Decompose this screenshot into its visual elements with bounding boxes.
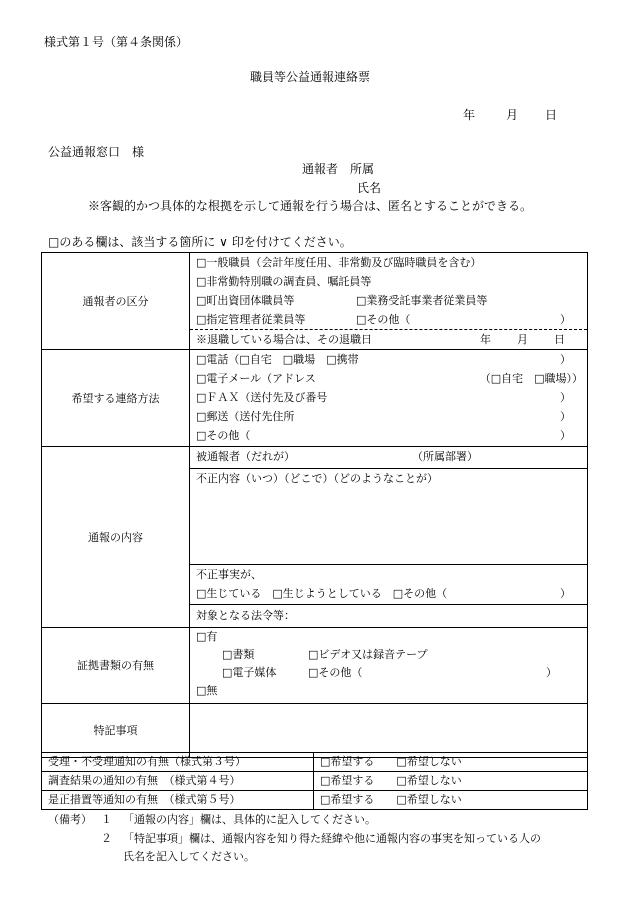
notify-no[interactable]: □希望しない (396, 774, 462, 787)
retired-year: 年 (480, 333, 491, 346)
date-day: 日 (545, 108, 558, 122)
evidence-yes[interactable]: □有 (196, 630, 218, 643)
addressee: 公益通報窓口 様 (48, 145, 145, 159)
date-month: 月 (506, 108, 519, 122)
report-form-table (41, 252, 588, 758)
option-other-close: ） (560, 313, 571, 326)
notify-no[interactable]: □希望しない (396, 755, 462, 768)
evidence-no[interactable]: □無 (196, 684, 218, 697)
option-contractor[interactable]: □業務受託事業者従業員等 (356, 294, 488, 307)
notify-yes[interactable]: □希望する (320, 774, 375, 787)
form-number: 様式第１号（第４条関係） (44, 35, 189, 49)
evidence-options (190, 628, 588, 704)
contact-phone[interactable]: □電話（□自宅 □職場 □携帯 (196, 353, 359, 366)
option-special[interactable]: □非常勤特別職の調査員、嘱託員等 (196, 275, 372, 288)
remarks-label: 特記事項 (42, 704, 190, 758)
option-other[interactable]: □その他（ (356, 313, 411, 326)
close-paren: ） (560, 587, 571, 600)
category-options (190, 253, 588, 350)
evidence-other-close: ） (546, 666, 557, 679)
contact-label: 希望する連絡方法 (42, 350, 190, 447)
content-fields (190, 447, 588, 628)
misconduct-label: 不正内容（いつ）（どこで）（どのようなことが） (196, 472, 438, 485)
notification-label: 受理・不受理通知の有無（様式第３号） (42, 753, 314, 772)
note-2-line2: 氏名を記入してください。 (123, 850, 255, 863)
anonymity-notice: ※客観的かつ具体的な根拠を示して通報を行う場合は、匿名とすることができる。 (88, 199, 533, 213)
instruction: □のある欄は、該当する箇所に ∨ 印を付けてください。 (48, 235, 352, 249)
misconduct-field[interactable] (190, 468, 587, 564)
notify-yes[interactable]: □希望する (320, 755, 375, 768)
contact-email-choice[interactable]: （□自宅 □職場）） (479, 372, 583, 385)
law-field[interactable] (190, 604, 587, 627)
notify-no[interactable]: □希望しない (396, 793, 462, 806)
note-2-line1: 「特記事項」欄は、通報内容を知り得た経緯や他に通報内容の事実を知っている人の (123, 832, 541, 845)
note-1: 「通報の内容」欄は、具体的に記入してください。 (123, 813, 376, 826)
notification-label: 是正措置等通知の有無 （様式第５号） (42, 791, 314, 810)
notes-heading: （備考） (48, 813, 92, 826)
retired-date-label: ※退職している場合は、その退職日 (196, 333, 372, 346)
reporter-name: 氏名 (357, 181, 382, 195)
fact-options[interactable]: □生じている □生じようとしている □その他（ (196, 587, 448, 600)
fact-heading: 不正事実が、 (190, 564, 587, 584)
notify-yes[interactable]: □希望する (320, 793, 375, 806)
content-label: 通報の内容 (42, 447, 190, 628)
option-town[interactable]: □町出資団体職員等 (196, 294, 295, 307)
law-label: 対象となる法令等： (196, 609, 295, 622)
contact-email[interactable]: □電子メール（アドレス (196, 372, 316, 385)
close-paren: ） (560, 410, 571, 423)
department-field[interactable]: （所属部署） (412, 450, 478, 463)
option-general[interactable]: □一般職員（会計年度任用、非常勤及び臨時職員を含む） (196, 256, 482, 269)
notification-table (41, 752, 588, 810)
reporter-affiliation: 通報者 所属 (302, 162, 375, 176)
notification-row (42, 772, 588, 791)
contact-mail[interactable]: □郵送（送付先住所 (196, 410, 295, 423)
notification-row (42, 791, 588, 810)
note-1-number: １ (101, 813, 112, 826)
close-paren: ） (560, 429, 571, 442)
category-label: 通報者の区分 (42, 253, 190, 350)
contact-other[interactable]: □その他（ (196, 429, 251, 442)
contact-options (190, 350, 588, 447)
evidence-video[interactable]: □ビデオ又は録音テープ (308, 648, 428, 661)
option-designated[interactable]: □指定管理者従業員等 (196, 313, 306, 326)
form-title: 職員等公益通報連絡票 (250, 70, 371, 84)
contact-fax[interactable]: □ＦＡＸ（送付先及び番号 (196, 391, 328, 404)
remarks-field[interactable] (190, 704, 588, 758)
date-year: 年 (463, 108, 476, 122)
retired-day: 日 (554, 333, 565, 346)
evidence-other[interactable]: □その他（ (308, 666, 363, 679)
retired-month: 月 (517, 333, 528, 346)
evidence-electronic[interactable]: □電子媒体 (222, 666, 277, 679)
subject-field[interactable]: 被通報者（だれが） (196, 450, 295, 463)
evidence-documents[interactable]: □書類 (222, 648, 255, 661)
close-paren: ） (560, 391, 571, 404)
note-2-number: ２ (101, 832, 112, 845)
evidence-label: 証拠書類の有無 (42, 628, 190, 704)
close-paren: ） (560, 353, 571, 366)
notification-row (42, 753, 588, 772)
notification-label: 調査結果の通知の有無 （様式第４号） (42, 772, 314, 791)
